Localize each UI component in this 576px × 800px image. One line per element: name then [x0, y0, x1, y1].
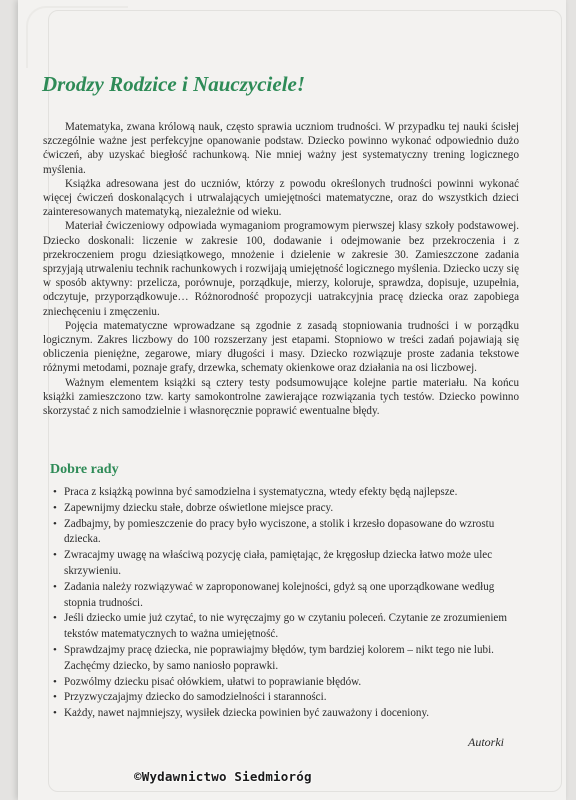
intro-paragraph-4: Pojęcia matematyczne wprowadzane są zgodnie z zasadą stopniowania trudności i w porządku logicznym. Zakres liczbowy do 100 rozszerzany jest etapami. Stopniowo w treści zadań pojawiają się obliczenia pieniężne, zegarowe, miary długości i masy. Dziecko rozwiązuje proste zadania tekstowe różnymi metodami, poznaje grafy, drzewka, schematy okienkowe oraz działania na osi liczbowej.: [43, 319, 519, 375]
advice-item-text: Każdy, nawet najmniejszy, wysiłek dziecka powinien być zauważony i doceniony.: [64, 707, 430, 720]
intro-paragraph-3: Materiał ćwiczeniowy odpowiada wymaganiom programowym pierwszej klasy szkoły podstawowej. Dziecko doskonali: liczenie w zakresie 100, dodawanie i odejmowanie bez przekroczenia i z przekroczeniem progu dziesiątkowego, mnożenie i dzielenie w zakresie 30. Zamieszczone zadania sprzyjają utrwaleniu technik rachunkowych i rozwijają umiejętność logicznego myślenia. Dziecko uczy się w sposób aktywny: przelicza, porównuje, porządkuje, mierzy, koloruje, sprawdza, dopisuje, uzupełnia, odczytuje, przyporządkowuje… Różnorodność propozycji uatrakcyjnia pracę dziecka oraz zapobiega zniechęceniu i zmęczeniu.: [43, 220, 519, 318]
bullet-icon: •: [53, 549, 57, 562]
bullet-icon: •: [53, 612, 57, 625]
advice-item: [52, 611, 518, 643]
advice-item: [52, 501, 518, 517]
bullet-icon: •: [53, 486, 57, 498]
advice-item: [52, 580, 518, 612]
advice-item-text: Przyzwyczajajmy dziecko do samodzielności i staranności.: [64, 691, 327, 704]
bullet-icon: •: [53, 517, 57, 530]
bullet-icon: •: [53, 675, 57, 688]
bullet-icon: •: [53, 643, 57, 656]
bullet-icon: •: [53, 501, 57, 514]
bullet-icon: •: [53, 580, 57, 593]
advice-item: [52, 485, 518, 501]
advice-item-text: Zadbajmy, by pomieszczenie do pracy było wyciszone, a stolik i krzesło dopasowane do wzrostu dziecka.: [64, 517, 495, 546]
advice-heading: Dobre rady: [50, 462, 119, 477]
advice-item-text: Praca z książką powinna być samodzielna i systematyczna, wtedy efekty będą najlepsze.: [64, 486, 458, 498]
advice-item: [52, 548, 518, 580]
advice-item-text: Pozwólmy dziecku pisać ołówkiem, ułatwi to poprawianie błędów.: [64, 675, 362, 688]
page-title: Drodzy Rodzice i Nauczyciele!: [42, 72, 306, 96]
advice-item: [52, 643, 518, 675]
intro-text: [43, 120, 519, 418]
bullet-icon: •: [53, 691, 57, 704]
advice-list: [52, 485, 518, 722]
publisher-watermark: ©Wydawnictwo Siedmioróg: [134, 769, 312, 784]
advice-item-text: Zwracajmy uwagę na właściwą pozycję ciała, pamiętając, że kręgosłup dziecka łatwo może ulec skrzywieniu.: [64, 549, 493, 577]
advice-item: [52, 690, 518, 706]
advice-item: [52, 517, 518, 549]
decorative-corner: [26, 6, 128, 68]
advice-item: [52, 706, 518, 722]
advice-item: [52, 675, 518, 691]
authors-signature: Autorki: [468, 735, 504, 749]
intro-paragraph-1: Matematyka, zwana królową nauk, często sprawia uczniom trudności. W przypadku tej nauki ścisłej szczególnie ważne jest perfekcyjne opanowanie podstaw. Dziecko powinno wykonać odpowiednio dużo ćwiczeń, aby uzyskać biegłość rachunkową. Nie mniej ważny jest systematyczny trening logicznego myślenia.: [43, 121, 519, 176]
bullet-icon: •: [53, 707, 57, 720]
advice-item-text: Sprawdzajmy pracę dziecka, nie poprawiajmy błędów, tym bardziej kolorem – nikt tego nie lubi. Zachęćmy dziecko, by samo naniosło poprawki.: [64, 643, 494, 672]
advice-item-text: Zapewnijmy dziecku stałe, dobrze oświetlone miejsce pracy.: [64, 501, 334, 514]
intro-paragraph-5: Ważnym elementem książki są cztery testy podsumowujące kolejne partie materiału. Na końcu książki zamieszczono tzw. karty samokontrolne zawierające rozwiązania tych testów. Dziecko powinno skorzystać z nich samodzielnie i własnoręcznie poprawić ewentualne błędy.: [43, 376, 519, 418]
intro-paragraph-2: Książka adresowana jest do uczniów, którzy z powodu określonych trudności powinni wykonać więcej ćwiczeń doskonalących i utrwalających umiejętności matematyczne, oraz do wszystkich dzieci zainteresowanych matematyką, niezależnie od wieku.: [43, 177, 519, 219]
advice-item-text: Zadania należy rozwiązywać w zaproponowanej kolejności, gdyż są one uporządkowane według stopnia trudności.: [64, 580, 495, 609]
advice-item-text: Jeśli dziecko umie już czytać, to nie wyręczajmy go w czytaniu poleceń. Czytanie ze zrozumieniem tekstów matematycznych to ważna umiejętność.: [64, 612, 507, 641]
